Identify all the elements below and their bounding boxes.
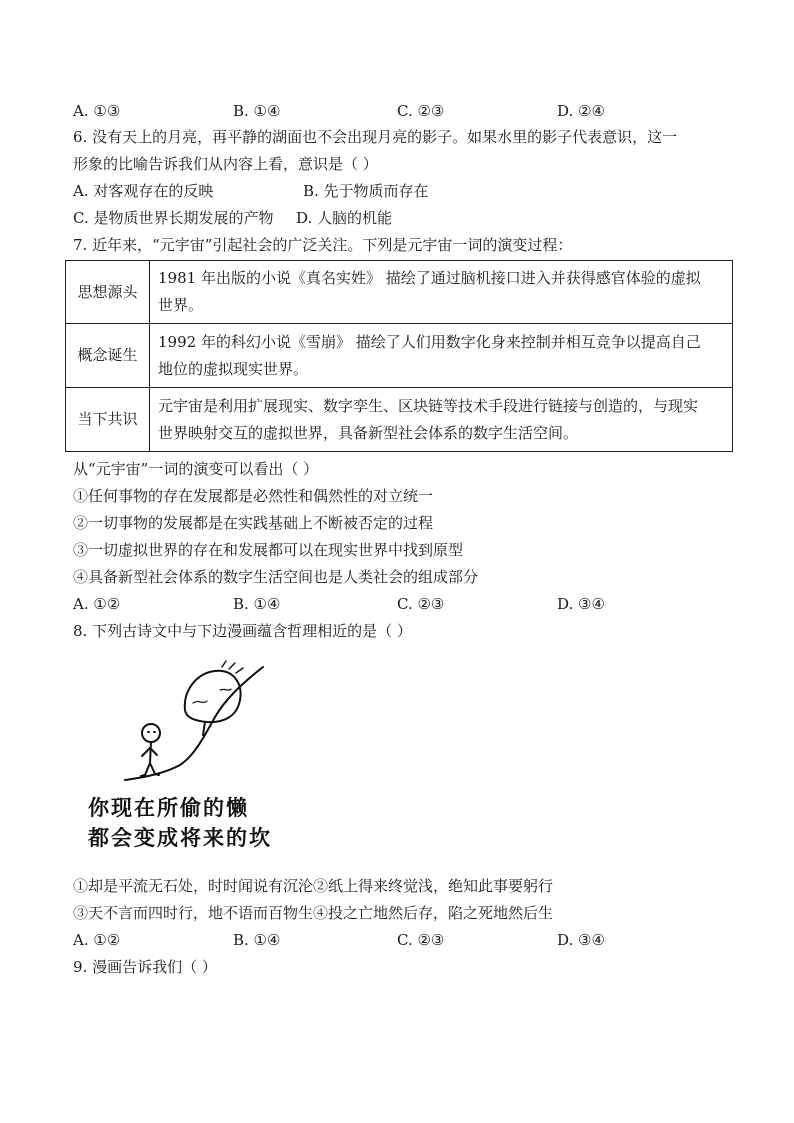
q7-statement-3: ③一切虚拟世界的存在和发展都可以在现实世界中找到原型	[73, 541, 464, 559]
q8-poems-line1: ①却是平流无石处，时时闻说有沉沦②纸上得来终觉浅，绝知此事要躬行	[73, 877, 554, 895]
q7-stem: 7. 近年来，“元宇宙”引起社会的广泛关注。下列是元宇宙一词的演变过程：	[73, 236, 573, 254]
q5-option-d: D. ②④	[557, 102, 605, 120]
evolution-table	[65, 260, 733, 452]
q7-option-c: C. ②③	[397, 595, 445, 613]
q7-option-d: D. ③④	[557, 595, 605, 613]
table-row	[66, 324, 733, 388]
table-row-line2: 世界映射交互的虚拟世界，具备新型社会体系的数字生活空间。	[158, 423, 579, 442]
table-row-content	[150, 388, 733, 452]
q8-option-d: D. ③④	[557, 931, 605, 949]
q7-statement-4: ④具备新型社会体系的数字生活空间也是人类社会的组成部分	[73, 568, 479, 586]
table-row-line1: 1981 年出版的小说《真名实姓》 描绘了通过脑机接口进入并获得感官体验的虚拟	[158, 269, 701, 287]
q7-statement-2: ②一切事物的发展都是在实践基础上不断被否定的过程	[73, 514, 434, 532]
q8-option-c: C. ②③	[397, 931, 445, 949]
table-row-content	[150, 324, 733, 388]
q5-option-b: B. ①④	[233, 102, 281, 120]
table-row	[66, 261, 733, 324]
table-row-line2: 地位的虚拟现实世界。	[158, 359, 309, 378]
q8-option-b: B. ①④	[233, 931, 281, 949]
table-row-head: 当下共识	[66, 388, 150, 452]
table-row-line1: 1992 年的科幻小说《雪崩》 描绘了人们用数字化身来控制并相互竞争以提高自己	[158, 332, 701, 351]
q5-option-c: C. ②③	[397, 102, 445, 120]
q6-option-b: B. 先于物质而存在	[303, 182, 429, 200]
q7-option-b: B. ①④	[233, 595, 281, 613]
q7-option-a: A. ①②	[73, 595, 121, 613]
q6-option-d: D. 人脑的机能	[296, 209, 393, 227]
q8-stem: 8. 下列古诗文中与下边漫画蕴含哲理相近的是（ ）	[73, 622, 412, 640]
q7-statement-1: ①任何事物的存在发展都是必然性和偶然性的对立统一	[73, 487, 434, 505]
q8-poems-line2: ③天不言而四时行，地不语而百物生④投之亡地然后存，陷之死地然后生	[73, 904, 554, 922]
q6-stem-line1: 6. 没有天上的月亮，再平静的湖面也不会出现月亮的影子。如果水里的影子代表意识，这一	[73, 128, 678, 146]
q6-option-a: A. 对客观存在的反映	[73, 182, 214, 200]
q6-stem-line2: 形象的比喻告诉我们从内容上看，意识是（ ）	[73, 155, 378, 173]
q6-option-c: C. 是物质世界长期发展的产物	[73, 209, 274, 227]
table-row	[66, 388, 733, 452]
cartoon-caption-line1: 你现在所偷的懒	[88, 796, 249, 820]
table-row-line1: 元宇宙是利用扩展现实、数字孪生、区块链等技术手段进行链接与创造的，与现实	[158, 396, 699, 415]
boulder-cartoon	[85, 655, 285, 855]
q8-option-a: A. ①②	[73, 931, 121, 949]
table-row-content	[150, 261, 733, 324]
table-row-head: 思想源头	[66, 261, 150, 324]
table-row-head: 概念诞生	[66, 324, 150, 388]
cartoon-caption-line2: 都会变成将来的坎	[88, 826, 272, 850]
table-row-line2: 世界。	[158, 296, 204, 314]
q7-question: 从“元宇宙”一词的演变可以看出（ ）	[73, 460, 319, 478]
q5-option-a: A. ①③	[73, 102, 121, 120]
q9-stem: 9. 漫画告诉我们（ ）	[73, 958, 217, 976]
